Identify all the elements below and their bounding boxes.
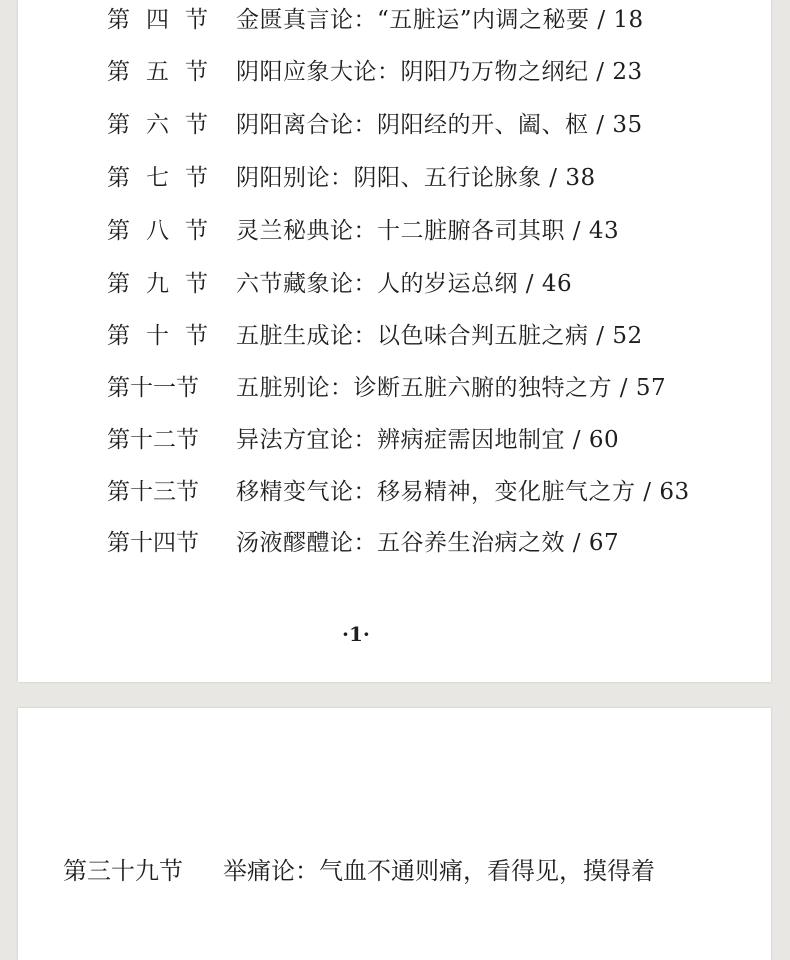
section-number: 第三十九节 [63,857,183,885]
section-number: 第六节 [107,112,224,138]
section-number: 第八节 [107,218,224,244]
section-title: 汤液醪醴论：五谷养生治病之效 / 67 [236,530,620,556]
section-title: 金匮真言论：“五脏运”内调之秘要 / 18 [236,7,644,33]
section-number: 第十二节 [107,427,199,453]
section-title: 举痛论：气血不通则痛，看得见，摸得着 [223,857,655,885]
page-number: ·1· [342,622,370,646]
section-number: 第九节 [107,271,224,297]
toc-page [18,0,771,682]
section-number: 第十四节 [107,530,199,556]
section-title: 阴阳应象大论：阴阳乃万物之纲纪 / 23 [236,59,643,85]
section-number: 第十一节 [107,375,199,401]
section-number: 第五节 [107,59,224,85]
section-title: 五脏别论：诊断五脏六腑的独特之方 / 57 [236,375,667,401]
toc-entry [63,854,655,888]
section-title: 五脏生成论：以色味合判五脏之病 / 52 [236,323,643,349]
section-title: 灵兰秘典论：十二脏腑各司其职 / 43 [236,218,620,244]
section-number: 第七节 [107,165,224,191]
section-title: 阴阳离合论：阴阳经的开、阖、枢 / 35 [236,112,643,138]
next-page [18,708,771,960]
section-title: 异法方宜论：辨病症需因地制宜 / 60 [236,427,620,453]
section-number: 第十三节 [107,479,199,505]
section-number: 第十节 [107,323,224,349]
section-title: 移精变气论：移易精神，变化脏气之方 / 63 [236,479,690,505]
section-title: 阴阳别论：阴阳、五行论脉象 / 38 [236,165,596,191]
section-title: 六节藏象论：人的岁运总纲 / 46 [236,271,573,297]
section-number: 第四节 [107,7,224,33]
